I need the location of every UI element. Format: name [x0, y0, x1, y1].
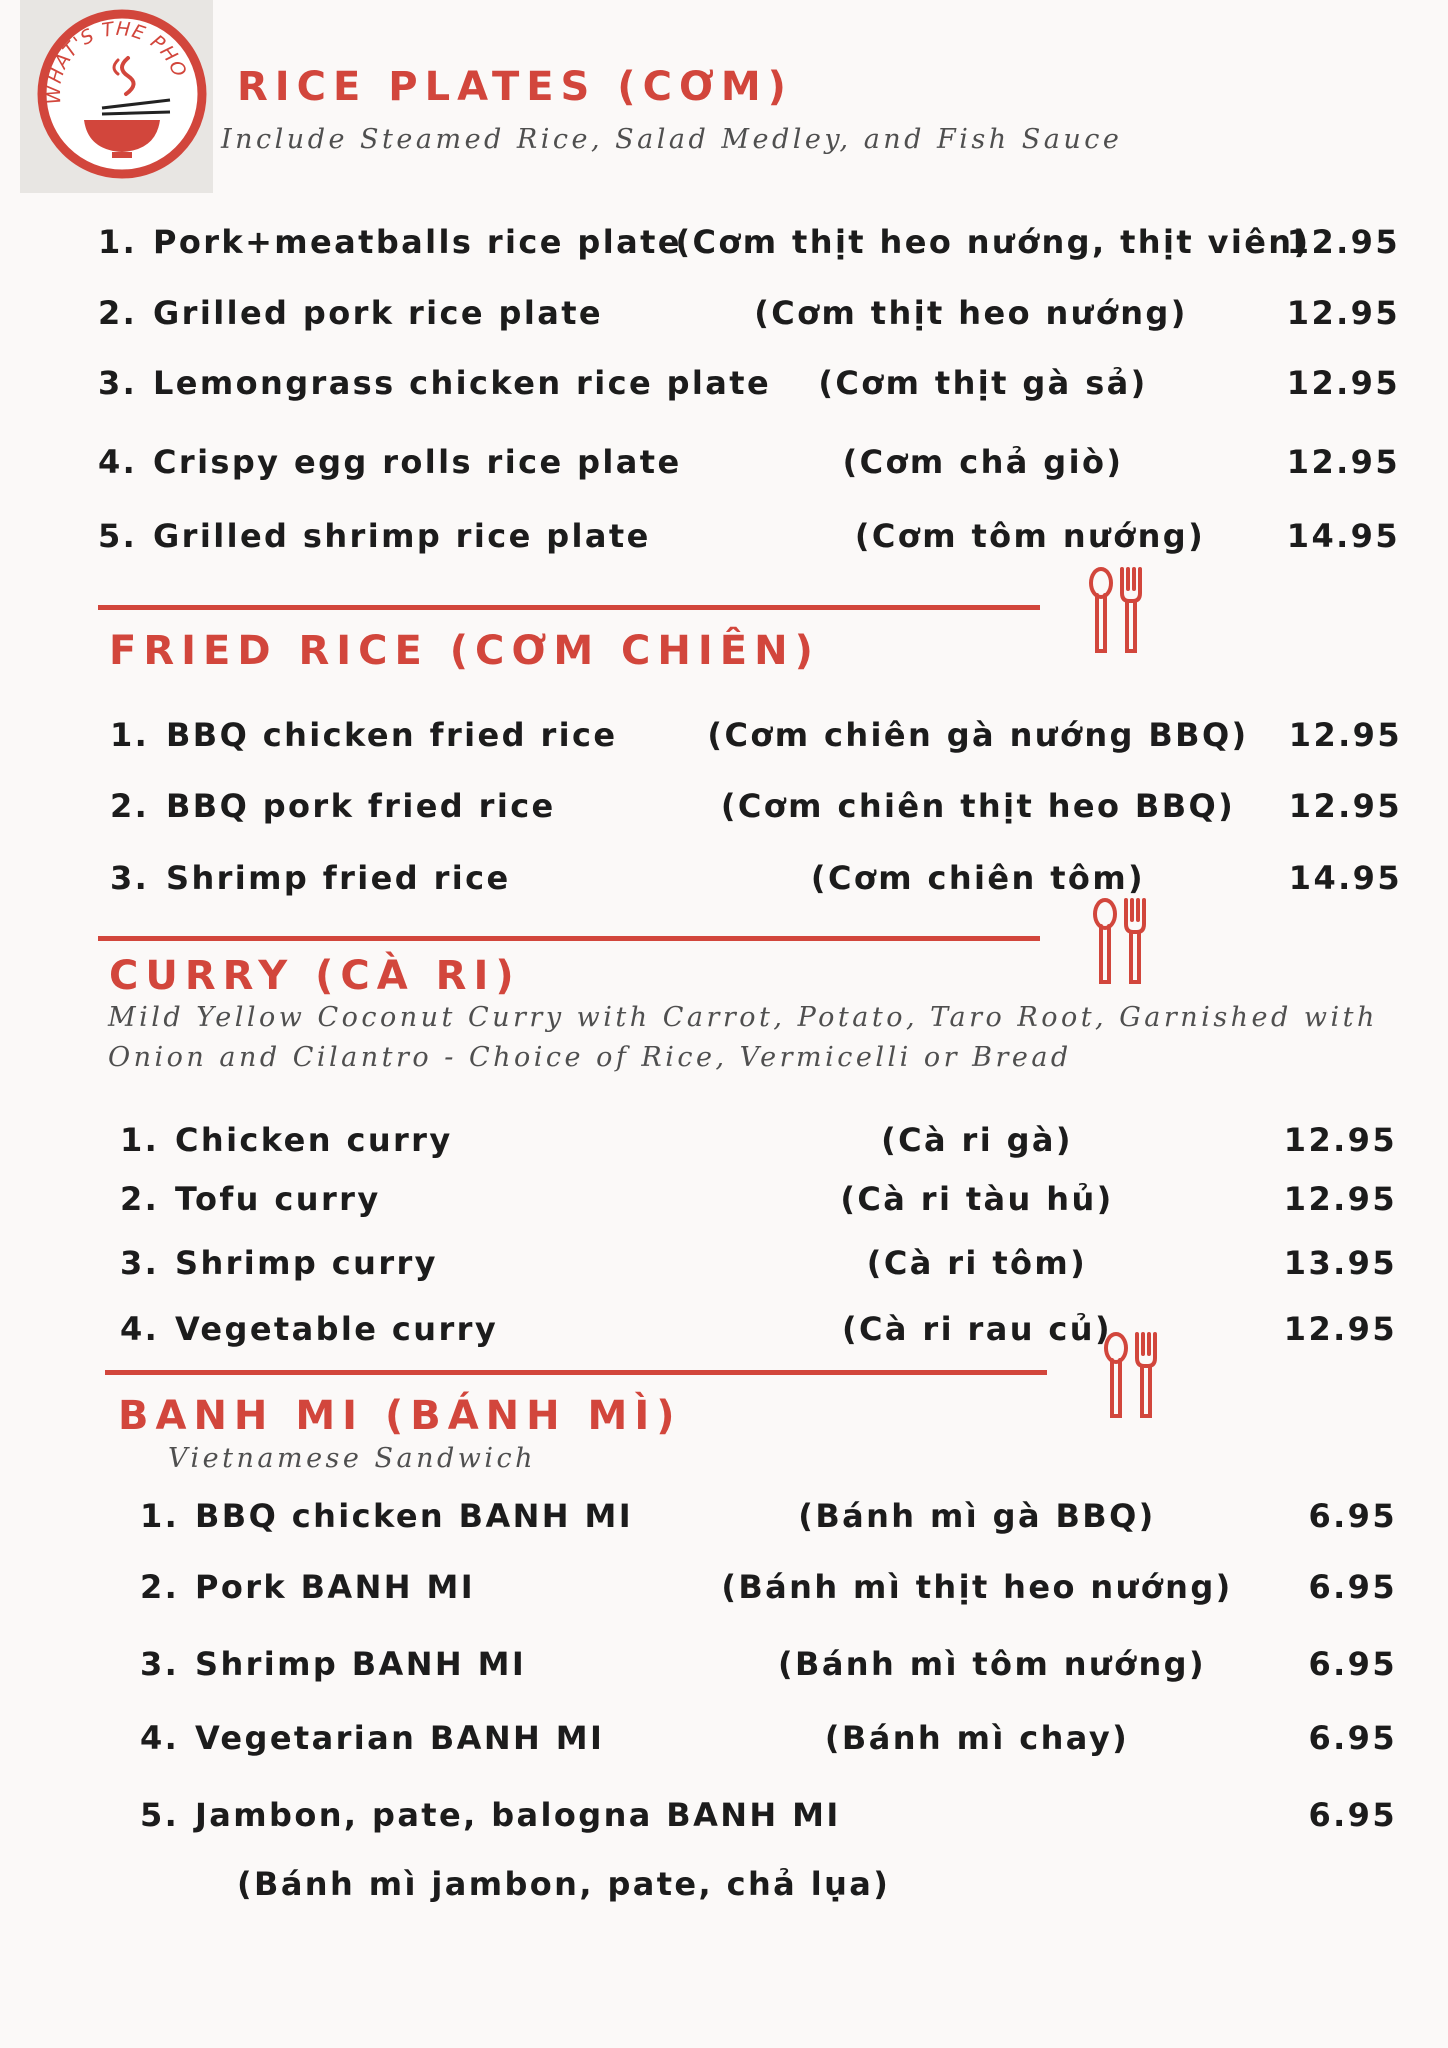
spoon-fork-icon — [1090, 896, 1152, 988]
menu-item — [110, 784, 1402, 828]
spoon-fork-icon — [1101, 1330, 1163, 1422]
item-price: 13.95 — [1283, 1244, 1397, 1282]
item-name: Crispy egg rolls rice plate — [153, 443, 682, 481]
menu-item — [120, 1241, 1397, 1285]
item-name: Pork+meatballs rice plate — [153, 223, 682, 261]
item-name: BBQ chicken BANH MI — [195, 1497, 634, 1535]
item-vietnamese-name: (Cà ri gà) — [881, 1121, 1073, 1159]
item-vietnamese-name: (Cơm chiên gà nướng BBQ) — [707, 716, 1249, 754]
item-vietnamese-name: (Cơm chả giò) — [842, 443, 1124, 481]
item-price: 12.95 — [1288, 716, 1402, 754]
item-vietnamese-name: (Bánh mì gà BBQ) — [798, 1497, 1156, 1535]
item-vietnamese-name: (Cơm tôm nướng) — [854, 517, 1206, 555]
item-number: 3. — [140, 1645, 180, 1683]
item-number: 1. — [110, 716, 150, 754]
item-number: 1. — [140, 1497, 180, 1535]
item-number: 2. — [110, 787, 150, 825]
menu-item — [98, 220, 1400, 264]
menu-item — [140, 1793, 1397, 1837]
menu-item — [120, 1118, 1397, 1162]
item-number: 4. — [120, 1310, 160, 1348]
banh-mi-subtitle: Vietnamese Sandwich — [168, 1443, 536, 1474]
menu-item — [140, 1494, 1397, 1538]
item-vietnamese-name: (Cà ri tôm) — [866, 1244, 1088, 1282]
item-name: Shrimp curry — [175, 1244, 438, 1282]
item-name: Jambon, pate, balogna BANH MI — [195, 1796, 841, 1834]
menu-item — [140, 1642, 1397, 1686]
item-name: Lemongrass chicken rice plate — [153, 364, 772, 402]
item-price: 12.95 — [1286, 443, 1400, 481]
item-price: 6.95 — [1308, 1497, 1397, 1535]
item-price: 14.95 — [1286, 517, 1400, 555]
item-vietnamese-name: (Cà ri tàu hủ) — [840, 1180, 1114, 1218]
item-price: 14.95 — [1288, 859, 1402, 897]
menu-item — [140, 1565, 1397, 1609]
menu-item — [98, 514, 1400, 558]
menu-item — [110, 713, 1402, 757]
item-vietnamese-name: (Cơm chiên thịt heo BBQ) — [720, 787, 1236, 825]
item-vietnamese-name: (Cơm chiên tôm) — [810, 859, 1146, 897]
menu-item — [98, 440, 1400, 484]
item-price: 12.95 — [1288, 787, 1402, 825]
item-name: Vegetarian BANH MI — [195, 1719, 605, 1757]
item-number: 3. — [120, 1244, 160, 1282]
rice-plates-heading: RICE PLATES (CƠM) — [237, 64, 793, 110]
item-price: 6.95 — [1308, 1645, 1397, 1683]
item-name: Tofu curry — [175, 1180, 381, 1218]
item-number: 1. — [120, 1121, 160, 1159]
menu-item — [110, 856, 1402, 900]
section-divider — [98, 936, 1040, 941]
menu-item — [120, 1307, 1397, 1351]
spoon-fork-icon — [1086, 565, 1148, 657]
section-divider — [105, 1370, 1047, 1375]
banh-mi-heading: BANH MI (BÁNH MÌ) — [118, 1393, 682, 1439]
item-number: 4. — [98, 443, 138, 481]
item-name: Shrimp fried rice — [166, 859, 511, 897]
item-vietnamese-name: (Bánh mì jambon, pate, chả lụa) — [237, 1865, 891, 1903]
item-vietnamese-name: (Cà ri rau củ) — [841, 1310, 1113, 1348]
item-name: Vegetable curry — [175, 1310, 499, 1348]
item-number: 2. — [140, 1568, 180, 1606]
section-divider — [98, 605, 1040, 610]
item-price: 12.95 — [1286, 223, 1400, 261]
item-name: Shrimp BANH MI — [195, 1645, 527, 1683]
item-price: 6.95 — [1308, 1796, 1397, 1834]
item-vietnamese-name: (Cơm thịt heo nướng, thịt viên) — [675, 223, 1311, 261]
item-price: 12.95 — [1283, 1121, 1397, 1159]
item-number: 3. — [98, 364, 138, 402]
menu-item — [140, 1716, 1397, 1760]
item-number: 2. — [98, 294, 138, 332]
item-price: 6.95 — [1308, 1568, 1397, 1606]
pho-bowl-logo — [20, 0, 213, 193]
item-name: BBQ pork fried rice — [166, 787, 556, 825]
item-price: 12.95 — [1286, 364, 1400, 402]
menu-item — [120, 1177, 1397, 1221]
curry-subtitle-line-1: Mild Yellow Coconut Curry with Carrot, Potato, Taro Root, Garnished with — [108, 1002, 1378, 1033]
curry-heading: CURRY (CÀ RI) — [109, 953, 521, 999]
item-vietnamese-name: (Cơm thịt gà sả) — [818, 364, 1148, 402]
item-vietnamese-name: (Cơm thịt heo nướng) — [754, 294, 1188, 332]
item-number: 1. — [98, 223, 138, 261]
item-price: 12.95 — [1283, 1310, 1397, 1348]
item-name: Chicken curry — [175, 1121, 453, 1159]
fried-rice-heading: FRIED RICE (CƠM CHIÊN) — [109, 628, 820, 674]
item-name: Grilled pork rice plate — [153, 294, 604, 332]
menu-item — [98, 361, 1400, 405]
item-number: 3. — [110, 859, 150, 897]
item-number: 2. — [120, 1180, 160, 1218]
rice-plates-subtitle: Include Steamed Rice, Salad Medley, and Fish Sauce — [221, 124, 1123, 155]
item-vietnamese-name: (Bánh mì chay) — [824, 1719, 1130, 1757]
item-number: 5. — [140, 1796, 180, 1834]
menu-item — [98, 291, 1400, 335]
curry-subtitle-line-2: Onion and Cilantro - Choice of Rice, Vermicelli or Bread — [108, 1042, 1072, 1073]
logo-text: WHAT'S THE PHO — [42, 17, 191, 105]
item-name: Grilled shrimp rice plate — [153, 517, 651, 555]
item-name: Pork BANH MI — [195, 1568, 476, 1606]
item-price: 12.95 — [1283, 1180, 1397, 1218]
item-price: 12.95 — [1286, 294, 1400, 332]
item-number: 5. — [98, 517, 138, 555]
item-vietnamese-name: (Bánh mì thịt heo nướng) — [721, 1568, 1233, 1606]
item-number: 4. — [140, 1719, 180, 1757]
item-price: 6.95 — [1308, 1719, 1397, 1757]
item-vietnamese-name: (Bánh mì tôm nướng) — [778, 1645, 1206, 1683]
item-name: BBQ chicken fried rice — [166, 716, 618, 754]
restaurant-logo — [20, 0, 213, 193]
